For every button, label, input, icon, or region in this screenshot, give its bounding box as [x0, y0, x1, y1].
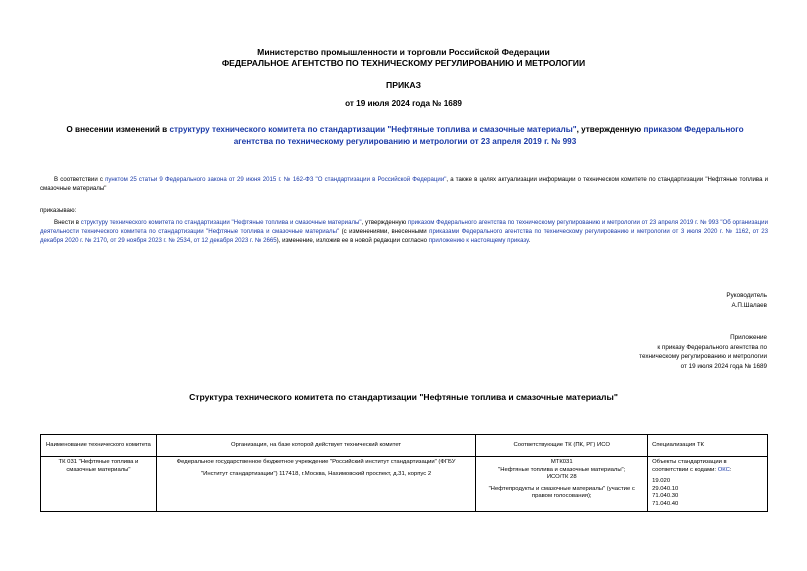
structure-table: [40, 434, 768, 512]
oks-code: 29.040.10: [652, 485, 679, 492]
oks-code: 71.040.40: [652, 500, 679, 507]
structure-title: Структура технического комитета по стандартизации "Нефтяные топлива и смазочные материалы": [189, 392, 618, 402]
preamble-paragraph: [40, 176, 768, 194]
order-2019-link[interactable]: приказом Федерального агентства по техническому регулированию и метрологии от 23 апреля 2019 г. № 993: [233, 125, 744, 146]
amendment-2023-12-link[interactable]: от 12 декабря 2023 г. № 2665: [193, 236, 277, 244]
order-paragraph: [40, 219, 768, 245]
appendix-block: [639, 333, 767, 371]
document-date-number: от 19 июля 2024 года № 1689: [345, 99, 462, 108]
oks-link[interactable]: ОКС: [717, 466, 730, 473]
paragraph-text: В соответствии с: [54, 176, 106, 183]
column-header: Наименование технического комитета: [41, 435, 157, 457]
iso-line: МТК031: [550, 459, 573, 465]
organization-line: Федеральное государственное бюджетное учреждение "Российский институт стандартизации" (ФГБУ: [176, 459, 456, 465]
signatory-name: А.П.Шалаев: [731, 301, 767, 309]
organization-cell: [156, 457, 475, 512]
paragraph-text: ), изменение, изложив ее в новой редакции согласно: [276, 236, 429, 244]
appendix-link[interactable]: приложению к настоящему приказу: [428, 236, 529, 244]
paragraph-text: ,: [748, 227, 753, 235]
paragraph-text: .: [528, 236, 531, 244]
order-2019-link[interactable]: приказом Федерального агентства по техническому регулированию и метрологии от 23 апреля 2019 г. № 993 "Об организации деятельности технического комитета по стандартизации "Нефтяные топлива и смазочные материалы": [40, 219, 768, 235]
iso-line: "Нефтепродукты и смазочные материалы" (участие с правом голосования);: [488, 485, 635, 500]
document-type: ПРИКАЗ: [386, 80, 421, 90]
iso-line: "Нефтяные топлива и смазочные материалы";: [498, 466, 626, 473]
agency-name: ФЕДЕРАЛЬНОЕ АГЕНТСТВО ПО ТЕХНИЧЕСКОМУ РЕГУЛИРОВАНИЮ И МЕТРОЛОГИИ: [221, 58, 586, 68]
order-word: приказываю:: [40, 207, 77, 214]
signatory-role: Руководитель: [726, 292, 767, 299]
subject-text: О внесении изменений в: [66, 125, 170, 134]
iso-line: ИСО/ТК 28: [546, 474, 577, 481]
column-header: Соответствующие ТК (ПК, РГ) ИСО: [476, 435, 648, 457]
column-header: Организация, на базе которой действует технический комитет: [156, 435, 475, 457]
iso-cell: [476, 457, 648, 512]
paragraph-text: Внести в: [54, 219, 81, 226]
subject-text: , утвержденную: [576, 125, 644, 134]
specialization-text: [652, 459, 763, 474]
amendment-2020-12-link[interactable]: от 23 декабря 2020 г. № 2170: [40, 227, 768, 244]
amendment-2023-11-link[interactable]: от 29 ноября 2023 г. № 2534: [110, 236, 191, 244]
paragraph-text: ,: [190, 236, 194, 244]
ministry-name: Министерство промышленности и торговли Российской Федерации: [257, 47, 550, 57]
specialization-cell: [648, 457, 768, 512]
table-row: [41, 457, 768, 512]
amendment-2020-07-link[interactable]: приказами Федерального агентства по техническому регулированию и метрологии от 3 июля 2020 г. № 1162: [429, 227, 749, 235]
paragraph-text: , утвержденную: [361, 219, 408, 226]
appendix-line: от 19 июля 2024 года № 1689: [680, 362, 767, 370]
oks-code: 19.020: [652, 478, 671, 485]
oks-code: 71.040.30: [652, 493, 679, 500]
table-header-row: [41, 435, 768, 457]
structure-link[interactable]: структуру технического комитета по стандартизации "Нефтяные топлива и смазочные материалы": [169, 125, 577, 134]
federal-law-link[interactable]: пунктом 25 статьи 9 Федерального закона от 29 июня 2015 г. № 162-ФЗ "О стандартизации в Российской Федерации": [105, 176, 447, 183]
specialization-label: Объекты стандартизации в соответствии с кодами:: [652, 459, 727, 473]
paragraph-text: , а также в целях актуализации информации о техническом комитете по стандартизации "Нефтяные топлива и смазочные материалы": [40, 176, 769, 192]
specialization-colon: :: [729, 466, 732, 473]
document-subject: [60, 124, 750, 148]
paragraph-text: (с изменениями, внесенными: [339, 227, 430, 235]
appendix-line: к приказу Федерального агентства по: [657, 343, 767, 351]
appendix-line: техническому регулированию и метрологии: [639, 353, 767, 360]
paragraph-text: ,: [106, 236, 111, 244]
committee-name-cell: ТК 031 "Нефтяные топлива и смазочные материалы": [41, 457, 157, 512]
signature-block: [726, 291, 767, 310]
organization-line: "Институт стандартизации") 117418, г.Москва, Нахимовский проспект, д.31, корпус 2: [201, 470, 432, 477]
column-header: Специализация ТК: [648, 435, 768, 457]
structure-link[interactable]: структуру технического комитета по стандартизации "Нефтяные топлива и смазочные материалы": [80, 219, 362, 226]
appendix-line: Приложение: [730, 334, 767, 341]
